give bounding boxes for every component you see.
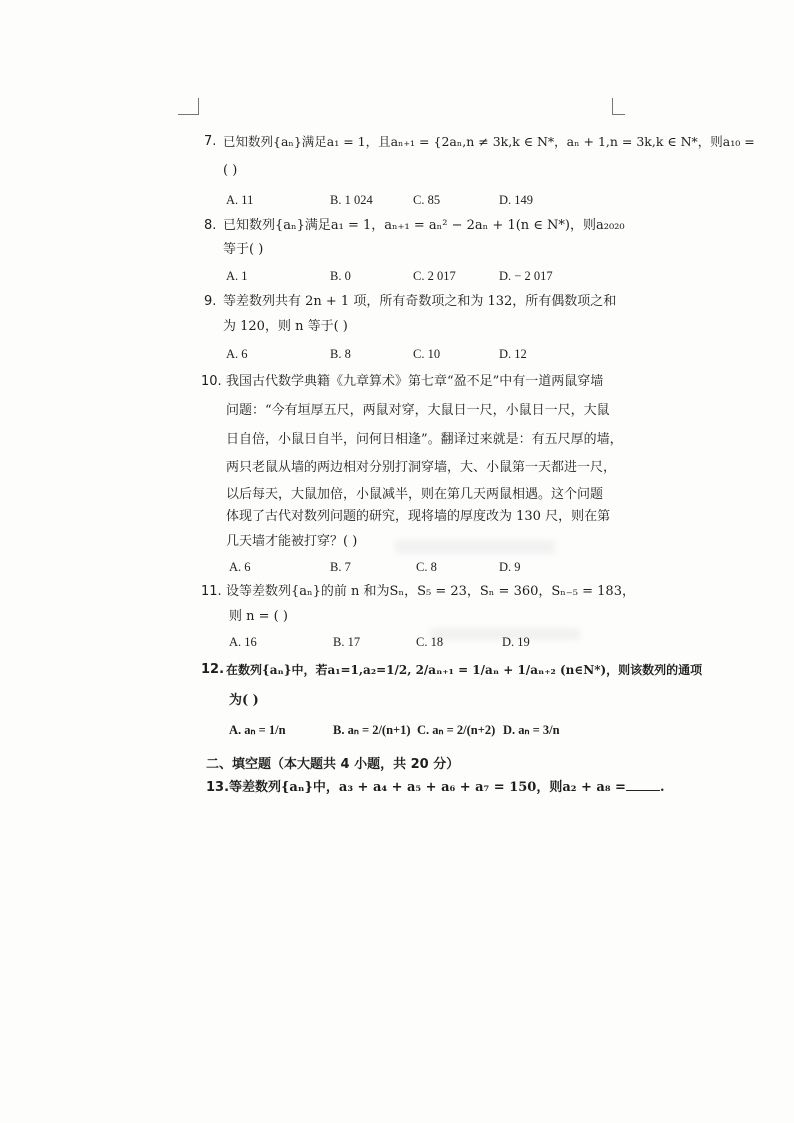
option-a: A. 1	[226, 269, 248, 283]
option-a: A. 11	[226, 193, 254, 207]
option-b: B. 0	[330, 269, 351, 283]
question-text: 已知数列{aₙ}满足a₁ = 1，aₙ₊₁ = aₙ² − 2aₙ + 1(n ∈ N*)，则a₂₀₂₀	[223, 218, 625, 233]
option-d: D. 12	[499, 347, 527, 361]
question-number: 10.	[201, 374, 222, 389]
option-b: B. 8	[330, 347, 351, 361]
question-text: 设等差数列{aₙ}的前 n 和为Sₙ，S₅ = 23，Sₙ = 360，Sₙ₋₅ = 183，	[226, 584, 635, 599]
option-c: C. aₙ = 2/(n+2)	[417, 723, 496, 737]
scan-smudge	[395, 540, 555, 554]
option-c: C. 85	[413, 193, 441, 207]
question-13-text: 等差数列{aₙ}中，a₃ + a₄ + a₅ + a₆ + a₇ = 150，则a₂ + a₈ =	[229, 780, 626, 795]
answer-blank	[626, 790, 660, 791]
question-text: 等差数列共有 2n + 1 项，所有奇数项之和为 132，所有偶数项之和	[223, 294, 617, 309]
crop-mark-left	[178, 98, 199, 115]
question-number: 7.	[204, 134, 217, 149]
question-text: 在数列{aₙ}中，若a₁=1,a₂=1/2, 2/aₙ₊₁ = 1/aₙ + 1/aₙ₊₂ (n∈N*)，则该数列的通项	[226, 663, 703, 677]
option-a: A. 6	[229, 560, 251, 574]
question-text: 已知数列{aₙ}满足a₁ = 1，且aₙ₊₁ = {2aₙ,n ≠ 3k,k ∈ N*，aₙ + 1,n = 3k,k ∈ N*，则a₁₀ =	[223, 134, 755, 149]
crop-mark-right	[612, 98, 625, 115]
question-text: 问题：“今有垣厚五尺，两鼠对穿，大鼠日一尺，小鼠日一尺，大鼠	[226, 403, 610, 418]
option-b: B. 1 024	[330, 193, 373, 207]
question-number: 9.	[204, 294, 217, 309]
question-number: 11.	[201, 584, 222, 599]
question-text: 日自倍，小鼠日自半，问何日相逢”。翻译过来就是：有五尺厚的墙，	[226, 432, 623, 447]
question-text: 两只老鼠从墙的两边相对分别打洞穿墙，大、小鼠第一天都进一尺，	[226, 460, 617, 475]
option-a: A. 16	[229, 635, 257, 649]
question-number: 12.	[201, 662, 225, 677]
question-text: 则 n = ( )	[229, 609, 288, 624]
option-d: D. aₙ = 3/n	[503, 723, 560, 737]
question-number: 8.	[204, 218, 217, 233]
option-b: B. 7	[330, 560, 351, 574]
section-heading: 二、填空题（本大题共 4 小题，共 20 分）	[206, 757, 460, 772]
option-a: A. 6	[226, 347, 248, 361]
question-text: 以后每天，大鼠加倍，小鼠减半，则在第几天两鼠相遇。这个问题	[226, 487, 604, 502]
question-text: 为 120，则 n 等于( )	[223, 319, 348, 334]
question-number: 13.	[206, 780, 230, 795]
option-d: D. 19	[502, 635, 530, 649]
option-d: D. − 2 017	[499, 269, 553, 283]
option-b: B. 17	[333, 635, 361, 649]
question-text: 几天墙才能被打穿？( )	[226, 534, 358, 549]
option-c: C. 18	[416, 635, 444, 649]
option-c: C. 8	[416, 560, 437, 574]
question-text: 体现了古代对数列问题的研究，现将墙的厚度改为 130 尺，则在第	[226, 509, 611, 524]
option-c: C. 10	[413, 347, 441, 361]
question-text: 我国古代数学典籍《九章算术》第七章“盈不足”中有一道两鼠穿墙	[226, 374, 604, 389]
question-text: 等于( )	[223, 242, 264, 257]
question-text: 为( )	[229, 693, 259, 708]
question-text: ( )	[223, 163, 238, 178]
option-a: A. aₙ = 1/n	[229, 723, 286, 737]
option-b: B. aₙ = 2/(n+1)	[333, 723, 411, 737]
question-text	[229, 779, 664, 797]
option-d: D. 9	[499, 560, 521, 574]
question-13-period: .	[659, 780, 665, 795]
option-d: D. 149	[499, 193, 534, 207]
option-c: C. 2 017	[413, 269, 456, 283]
